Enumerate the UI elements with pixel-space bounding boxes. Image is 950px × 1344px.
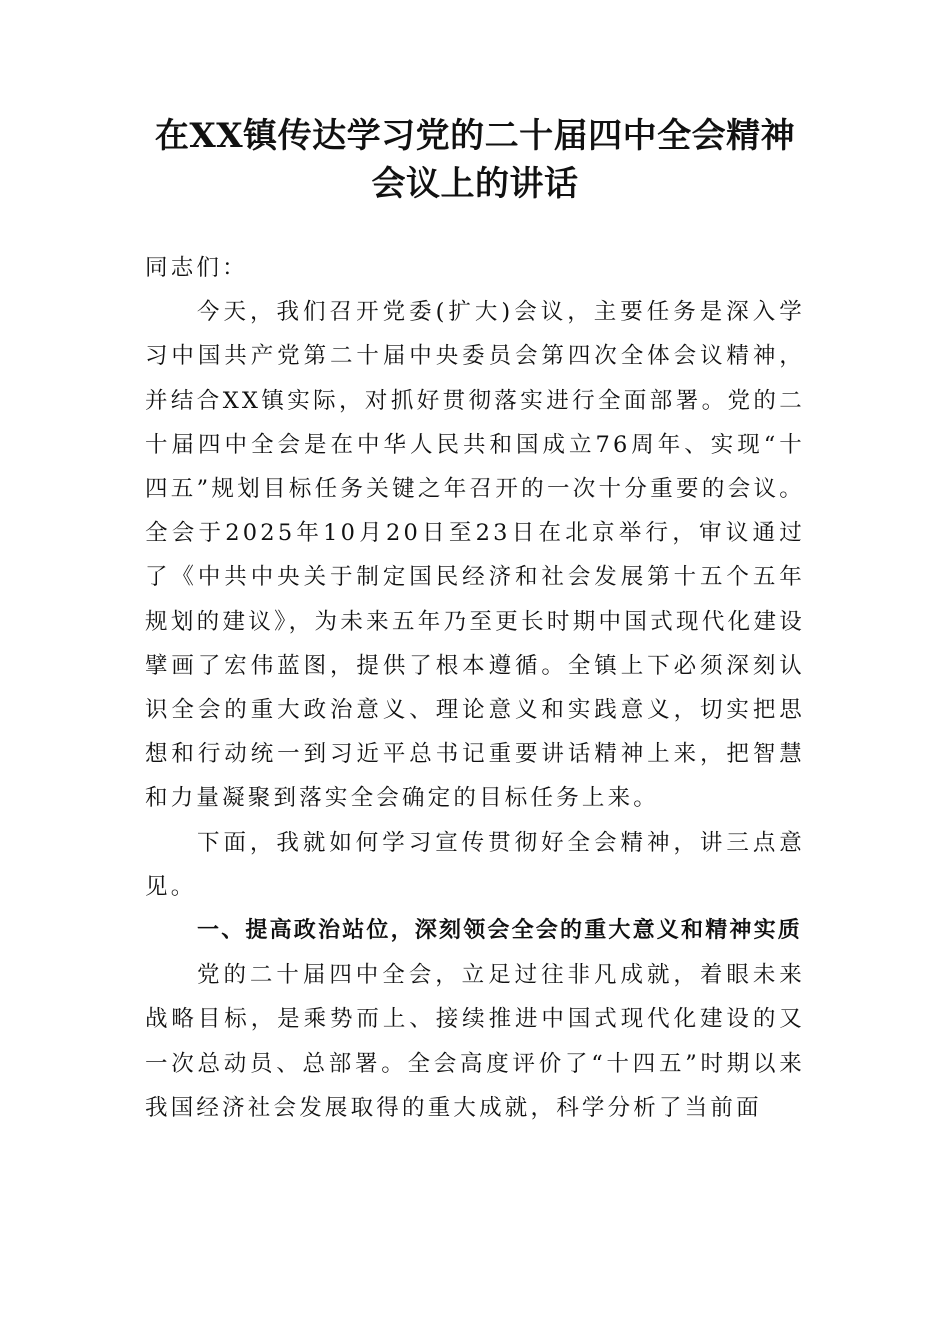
document-body xyxy=(145,246,805,1130)
salutation: 同志们： xyxy=(145,255,248,281)
outline-paragraph: 下面，我就如何学习宣传贯彻好全会精神，讲三点意见。 xyxy=(145,829,805,900)
section-heading-1: 一、提高政治站位，深刻领会全会的重大意义和精神实质 xyxy=(197,918,803,944)
intro-paragraph: 今天，我们召开党委(扩大)会议，主要任务是深入学习中国共产党第二十届中央委员会第四次全体会议精神，并结合XX镇实际，对抓好贯彻落实进行全面部署。党的二十届四中全会是在中华人民共和国成立76周年、实现“十四五”规划目标任务关键之年召开的一次十分重要的会议。全会于2025年10月20日至23日在北京举行，审议通过了《中共中央关于制定国民经济和社会发展第十五个五年规划的建议》，为未来五年乃至更长时期中国式现代化建设擘画了宏伟蓝图，提供了根本遵循。全镇上下必须深刻认识全会的重大政治意义、理论意义和实践意义，切实把思想和行动统一到习近平总书记重要讲话精神上来，把智慧和力量凝聚到落实全会确定的目标任务上来。 xyxy=(145,299,805,812)
section-1-paragraph: 党的二十届四中全会，立足过往非凡成就，着眼未来战略目标，是乘势而上、接续推进中国式现代化建设的又一次总动员、总部署。全会高度评价了“十四五”时期以来我国经济社会发展取得的重大成就，科学分析了当前面 xyxy=(145,962,805,1121)
document-title-line-1: 在XX镇传达学习党的二十届四中全会精神 xyxy=(154,116,796,156)
document-title-line-2: 会议上的讲话 xyxy=(371,164,579,204)
